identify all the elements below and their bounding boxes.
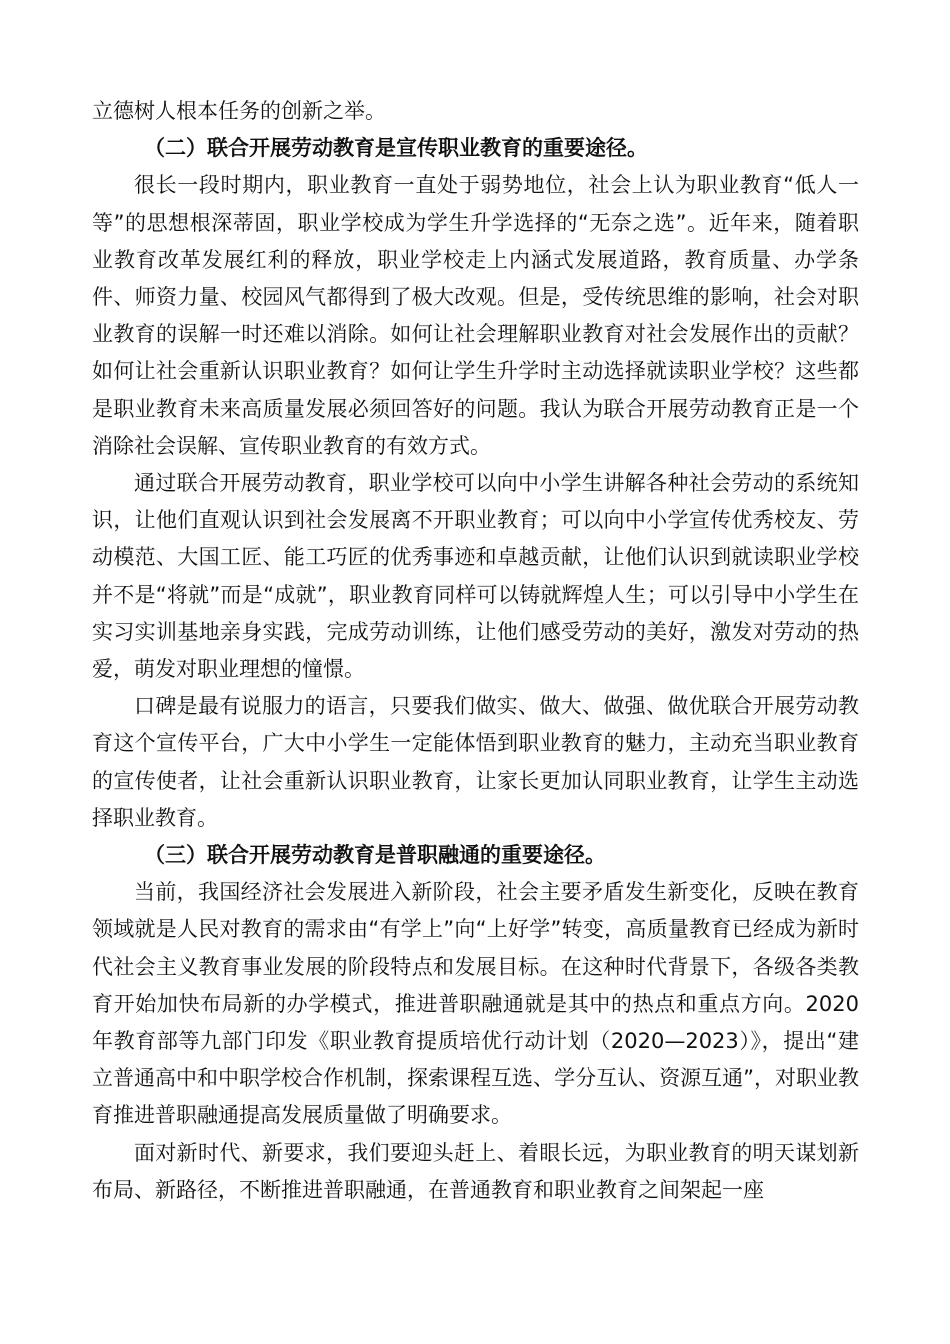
paragraph-4: 当前，我国经济社会发展进入新阶段，社会主要矛盾发生新变化，反映在教育领域就是人民对教育的需求由“有学上”向“上好学”转变，高质量教育已经成为新时代社会主义教育事业发展的阶段特点和发展目标。在这种时代背景下，各级各类教育开始加快布局新的办学模式，推进普职融通就是其中的热点和重点方向。2020年教育部等九部门印发《职业教育提质培优行动计划（2020—2023）》，提出“建立普通高中和中职学校合作机制，探索课程互选、学分互认、资源互通”，对职业教育推进普职融通提高发展质量做了明确要求。 (92, 880, 859, 1128)
paragraph-3: 口碑是最有说服力的语言，只要我们做实、做大、做强、做优联合开展劳动教育这个宣传平台，广大中小学生一定能体悟到职业教育的魅力，主动充当职业教育的宣传使者，让社会重新认识职业教育，让家长更加认同职业教育，让学生主动选择职业教育。 (92, 694, 859, 830)
paragraph-5: 面对新时代、新要求，我们要迎头赶上、着眼长远，为职业教育的明天谋划新布局、新路径，不断推进普职融通，在普通教育和职业教育之间架起一座 (92, 1140, 859, 1202)
paragraph-2: 通过联合开展劳动教育，职业学校可以向中小学生讲解各种社会劳动的系统知识，让他们直观认识到社会发展离不开职业教育；可以向中小学宣传优秀校友、劳动模范、大国工匠、能工巧匠的优秀事迹和卓越贡献，让他们认识到就读职业学校并不是“将就”而是“成就”，职业教育同样可以铸就辉煌人生；可以引导中小学生在实习实训基地亲身实践，完成劳动训练，让他们感受劳动的美好，激发对劳动的热爱，萌发对职业理想的憧憬。 (92, 471, 859, 682)
paragraph-1: 很长一段时期内，职业教育一直处于弱势地位，社会上认为职业教育“低人一等”的思想根深蒂固，职业学校成为学生升学选择的“无奈之选”。近年来，随着职业教育改革发展红利的释放，职业学校走上内涵式发展道路，教育质量、办学条件、师资力量、校园风气都得到了极大改观。但是，受传统思维的影响，社会对职业教育的误解一时还难以消除。如何让社会理解职业教育对社会发展作出的贡献？如何让社会重新认识职业教育？如何让学生升学时主动选择就读职业学校？这些都是职业教育未来高质量发展必须回答好的问题。我认为联合开展劳动教育正是一个消除社会误解、宣传职业教育的有效方式。 (92, 173, 859, 458)
document-page (92, 93, 859, 1209)
section-heading-3: （三）联合开展劳动教育是普职融通的重要途径。 (144, 843, 606, 868)
section-heading-2: （二）联合开展劳动教育是宣传职业教育的重要途径。 (144, 136, 648, 161)
paragraph-continuation: 立德树人根本任务的创新之举。 (92, 99, 386, 123)
